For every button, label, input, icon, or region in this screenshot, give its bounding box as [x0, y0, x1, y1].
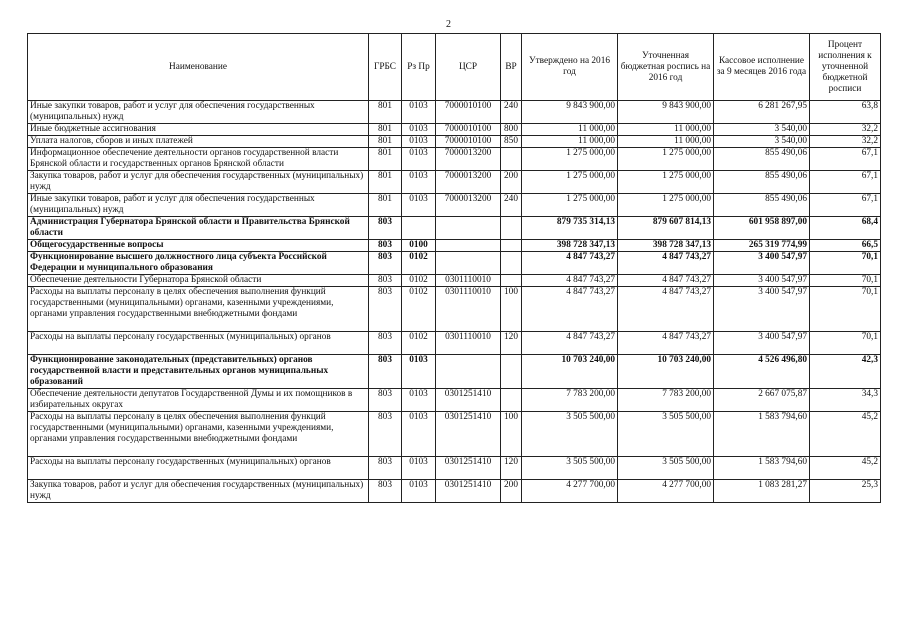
row-csr-cell: 0301251410 — [436, 389, 501, 412]
row-rzpr-cell: 0103 — [402, 457, 436, 480]
row-vr-cell — [501, 148, 522, 171]
row-vr-cell: 200 — [501, 480, 522, 503]
table-row — [28, 194, 881, 217]
row-csr-cell — [436, 217, 501, 240]
row-revised-cell: 4 847 743,27 — [618, 252, 714, 275]
row-name-cell: Уплата налогов, сборов и иных платежей — [28, 136, 369, 148]
row-vr-cell: 850 — [501, 136, 522, 148]
row-approved-cell: 4 847 743,27 — [522, 332, 618, 355]
row-name-cell: Расходы на выплаты персоналу в целях обеспечения выполнения функций государственными (муниципальными) органами, казенными учреждениями, органами управления государственными внебюджетными фондами — [28, 412, 369, 457]
row-vr-cell: 100 — [501, 412, 522, 457]
table-row — [28, 332, 881, 355]
row-percent-cell: 68,4 — [810, 217, 881, 240]
table-row — [28, 389, 881, 412]
row-name-cell: Закупка товаров, работ и услуг для обеспечения государственных (муниципальных) нужд — [28, 171, 369, 194]
row-name-cell: Закупка товаров, работ и услуг для обеспечения государственных (муниципальных) нужд — [28, 480, 369, 503]
table-row — [28, 457, 881, 480]
row-rzpr-cell: 0103 — [402, 355, 436, 389]
row-percent-cell: 67,1 — [810, 194, 881, 217]
row-cash-cell: 2 667 075,87 — [714, 389, 810, 412]
row-rzpr-cell: 0103 — [402, 124, 436, 136]
row-vr-cell: 100 — [501, 287, 522, 332]
row-approved-cell: 10 703 240,00 — [522, 355, 618, 389]
row-rzpr-cell: 0102 — [402, 275, 436, 287]
row-grbs-cell: 801 — [369, 194, 402, 217]
row-approved-cell: 7 783 200,00 — [522, 389, 618, 412]
row-vr-cell: 120 — [501, 332, 522, 355]
row-percent-cell: 70,1 — [810, 287, 881, 332]
row-percent-cell: 67,1 — [810, 148, 881, 171]
row-grbs-cell: 803 — [369, 389, 402, 412]
row-name-cell: Расходы на выплаты персоналу в целях обеспечения выполнения функций государственными (муниципальными) органами, казенными учреждениями, органами управления государственными внебюджетными фондами — [28, 287, 369, 332]
row-revised-cell: 11 000,00 — [618, 136, 714, 148]
row-name-cell: Обеспечение деятельности Губернатора Брянской области — [28, 275, 369, 287]
row-approved-cell: 4 277 700,00 — [522, 480, 618, 503]
row-cash-cell: 265 319 774,99 — [714, 240, 810, 252]
row-name-cell: Расходы на выплаты персоналу государственных (муниципальных) органов — [28, 457, 369, 480]
row-revised-cell: 4 847 743,27 — [618, 332, 714, 355]
row-rzpr-cell: 0103 — [402, 389, 436, 412]
row-revised-cell: 879 607 814,13 — [618, 217, 714, 240]
table-row — [28, 101, 881, 124]
row-grbs-cell: 801 — [369, 148, 402, 171]
row-csr-cell: 0301251410 — [436, 412, 501, 457]
row-rzpr-cell: 0103 — [402, 171, 436, 194]
row-approved-cell: 4 847 743,27 — [522, 287, 618, 332]
table-row — [28, 355, 881, 389]
row-grbs-cell: 803 — [369, 332, 402, 355]
row-csr-cell: 7000010100 — [436, 124, 501, 136]
row-grbs-cell: 801 — [369, 171, 402, 194]
row-rzpr-cell: 0103 — [402, 412, 436, 457]
table-row — [28, 136, 881, 148]
row-cash-cell: 1 583 794,60 — [714, 412, 810, 457]
row-percent-cell: 70,1 — [810, 332, 881, 355]
row-grbs-cell: 803 — [369, 240, 402, 252]
row-csr-cell: 7000010100 — [436, 136, 501, 148]
row-approved-cell: 398 728 347,13 — [522, 240, 618, 252]
row-percent-cell: 63,8 — [810, 101, 881, 124]
row-cash-cell: 3 400 547,97 — [714, 287, 810, 332]
row-csr-cell: 7000013200 — [436, 148, 501, 171]
row-revised-cell: 11 000,00 — [618, 124, 714, 136]
header-csr: ЦСР — [436, 34, 501, 101]
row-csr-cell: 7000013200 — [436, 171, 501, 194]
row-name-cell: Иные закупки товаров, работ и услуг для обеспечения государственных (муниципальных) нужд — [28, 101, 369, 124]
row-grbs-cell: 803 — [369, 480, 402, 503]
row-name-cell: Иные закупки товаров, работ и услуг для обеспечения государственных (муниципальных) нужд — [28, 194, 369, 217]
table-row — [28, 171, 881, 194]
table-header-row — [28, 34, 881, 101]
row-percent-cell: 67,1 — [810, 171, 881, 194]
table-row — [28, 240, 881, 252]
row-percent-cell: 32,2 — [810, 124, 881, 136]
row-cash-cell: 3 540,00 — [714, 136, 810, 148]
row-name-cell: Обеспечение деятельности депутатов Государственной Думы и их помощников в избирательных округах — [28, 389, 369, 412]
table-row — [28, 275, 881, 287]
row-vr-cell — [501, 275, 522, 287]
page-number: 2 — [446, 19, 451, 30]
row-cash-cell: 1 583 794,60 — [714, 457, 810, 480]
row-revised-cell: 4 277 700,00 — [618, 480, 714, 503]
row-name-cell: Общегосударственные вопросы — [28, 240, 369, 252]
row-grbs-cell: 803 — [369, 457, 402, 480]
row-percent-cell: 25,3 — [810, 480, 881, 503]
row-name-cell: Функционирование законодательных (представительных) органов государственной власти и представительных органов муниципальных образований — [28, 355, 369, 389]
row-revised-cell: 10 703 240,00 — [618, 355, 714, 389]
row-approved-cell: 1 275 000,00 — [522, 171, 618, 194]
row-revised-cell: 7 783 200,00 — [618, 389, 714, 412]
row-csr-cell: 0301251410 — [436, 457, 501, 480]
row-grbs-cell: 801 — [369, 136, 402, 148]
row-grbs-cell: 803 — [369, 412, 402, 457]
table-row — [28, 412, 881, 457]
row-cash-cell: 3 400 547,97 — [714, 332, 810, 355]
header-cash: Кассовое исполнение за 9 месяцев 2016 года — [714, 34, 810, 101]
row-csr-cell — [436, 355, 501, 389]
budget-table — [27, 33, 881, 503]
row-percent-cell: 70,1 — [810, 252, 881, 275]
table-row — [28, 148, 881, 171]
row-csr-cell — [436, 252, 501, 275]
row-approved-cell: 4 847 743,27 — [522, 252, 618, 275]
row-rzpr-cell: 0102 — [402, 287, 436, 332]
row-csr-cell: 0301251410 — [436, 480, 501, 503]
row-vr-cell — [501, 240, 522, 252]
row-rzpr-cell: 0103 — [402, 194, 436, 217]
row-cash-cell: 601 958 897,00 — [714, 217, 810, 240]
table-row — [28, 252, 881, 275]
row-revised-cell: 9 843 900,00 — [618, 101, 714, 124]
row-name-cell: Функционирование высшего должностного лица субъекта Российской Федерации и муниципального образования — [28, 252, 369, 275]
row-percent-cell: 45,2 — [810, 412, 881, 457]
row-csr-cell: 0301110010 — [436, 332, 501, 355]
row-vr-cell: 800 — [501, 124, 522, 136]
row-cash-cell: 6 281 267,95 — [714, 101, 810, 124]
row-revised-cell: 1 275 000,00 — [618, 148, 714, 171]
row-approved-cell: 879 735 314,13 — [522, 217, 618, 240]
row-grbs-cell: 803 — [369, 217, 402, 240]
row-percent-cell: 32,2 — [810, 136, 881, 148]
row-approved-cell: 3 505 500,00 — [522, 457, 618, 480]
row-revised-cell: 3 505 500,00 — [618, 412, 714, 457]
row-revised-cell: 4 847 743,27 — [618, 287, 714, 332]
table-row — [28, 124, 881, 136]
row-percent-cell: 34,3 — [810, 389, 881, 412]
header-approved: Утверждено на 2016 год — [522, 34, 618, 101]
row-grbs-cell: 801 — [369, 124, 402, 136]
row-grbs-cell: 803 — [369, 252, 402, 275]
row-approved-cell: 9 843 900,00 — [522, 101, 618, 124]
row-csr-cell: 7000013200 — [436, 194, 501, 217]
row-cash-cell: 3 400 547,97 — [714, 252, 810, 275]
row-cash-cell: 855 490,06 — [714, 148, 810, 171]
row-vr-cell — [501, 252, 522, 275]
row-revised-cell: 3 505 500,00 — [618, 457, 714, 480]
row-csr-cell: 0301110010 — [436, 275, 501, 287]
row-cash-cell: 1 083 281,27 — [714, 480, 810, 503]
row-percent-cell: 66,5 — [810, 240, 881, 252]
row-rzpr-cell: 0103 — [402, 136, 436, 148]
row-grbs-cell: 801 — [369, 101, 402, 124]
header-vr: ВР — [501, 34, 522, 101]
row-grbs-cell: 803 — [369, 355, 402, 389]
row-vr-cell — [501, 389, 522, 412]
row-rzpr-cell: 0100 — [402, 240, 436, 252]
header-name: Наименование — [28, 34, 369, 101]
row-csr-cell — [436, 240, 501, 252]
row-vr-cell: 200 — [501, 171, 522, 194]
row-cash-cell: 3 540,00 — [714, 124, 810, 136]
row-revised-cell: 1 275 000,00 — [618, 171, 714, 194]
row-name-cell: Администрация Губернатора Брянской области и Правительства Брянской области — [28, 217, 369, 240]
row-revised-cell: 1 275 000,00 — [618, 194, 714, 217]
row-csr-cell: 7000010100 — [436, 101, 501, 124]
row-rzpr-cell — [402, 217, 436, 240]
row-approved-cell: 3 505 500,00 — [522, 412, 618, 457]
row-vr-cell: 120 — [501, 457, 522, 480]
header-percent: Процент исполнения к уточненной бюджетной росписи — [810, 34, 881, 101]
row-cash-cell: 855 490,06 — [714, 171, 810, 194]
row-percent-cell: 42,3 — [810, 355, 881, 389]
table-row — [28, 287, 881, 332]
row-rzpr-cell: 0102 — [402, 332, 436, 355]
row-csr-cell: 0301110010 — [436, 287, 501, 332]
row-name-cell: Иные бюджетные ассигнования — [28, 124, 369, 136]
table-row — [28, 217, 881, 240]
row-rzpr-cell: 0102 — [402, 252, 436, 275]
row-revised-cell: 398 728 347,13 — [618, 240, 714, 252]
row-approved-cell: 11 000,00 — [522, 136, 618, 148]
row-approved-cell: 1 275 000,00 — [522, 194, 618, 217]
row-cash-cell: 4 526 496,80 — [714, 355, 810, 389]
row-percent-cell: 70,1 — [810, 275, 881, 287]
row-vr-cell — [501, 217, 522, 240]
row-approved-cell: 4 847 743,27 — [522, 275, 618, 287]
row-grbs-cell: 803 — [369, 287, 402, 332]
row-cash-cell: 3 400 547,97 — [714, 275, 810, 287]
header-revised: Уточненная бюджетная роспись на 2016 год — [618, 34, 714, 101]
row-approved-cell: 11 000,00 — [522, 124, 618, 136]
row-percent-cell: 45,2 — [810, 457, 881, 480]
row-rzpr-cell: 0103 — [402, 480, 436, 503]
row-vr-cell — [501, 355, 522, 389]
row-name-cell: Информационное обеспечение деятельности органов государственной власти Брянской области и государственных органов Брянской области — [28, 148, 369, 171]
header-rzpr: Рз Пр — [402, 34, 436, 101]
row-name-cell: Расходы на выплаты персоналу государственных (муниципальных) органов — [28, 332, 369, 355]
row-rzpr-cell: 0103 — [402, 148, 436, 171]
row-cash-cell: 855 490,06 — [714, 194, 810, 217]
table-body — [28, 101, 881, 503]
row-rzpr-cell: 0103 — [402, 101, 436, 124]
table-row — [28, 480, 881, 503]
row-grbs-cell: 803 — [369, 275, 402, 287]
row-vr-cell: 240 — [501, 194, 522, 217]
row-vr-cell: 240 — [501, 101, 522, 124]
row-approved-cell: 1 275 000,00 — [522, 148, 618, 171]
row-revised-cell: 4 847 743,27 — [618, 275, 714, 287]
header-grbs: ГРБС — [369, 34, 402, 101]
